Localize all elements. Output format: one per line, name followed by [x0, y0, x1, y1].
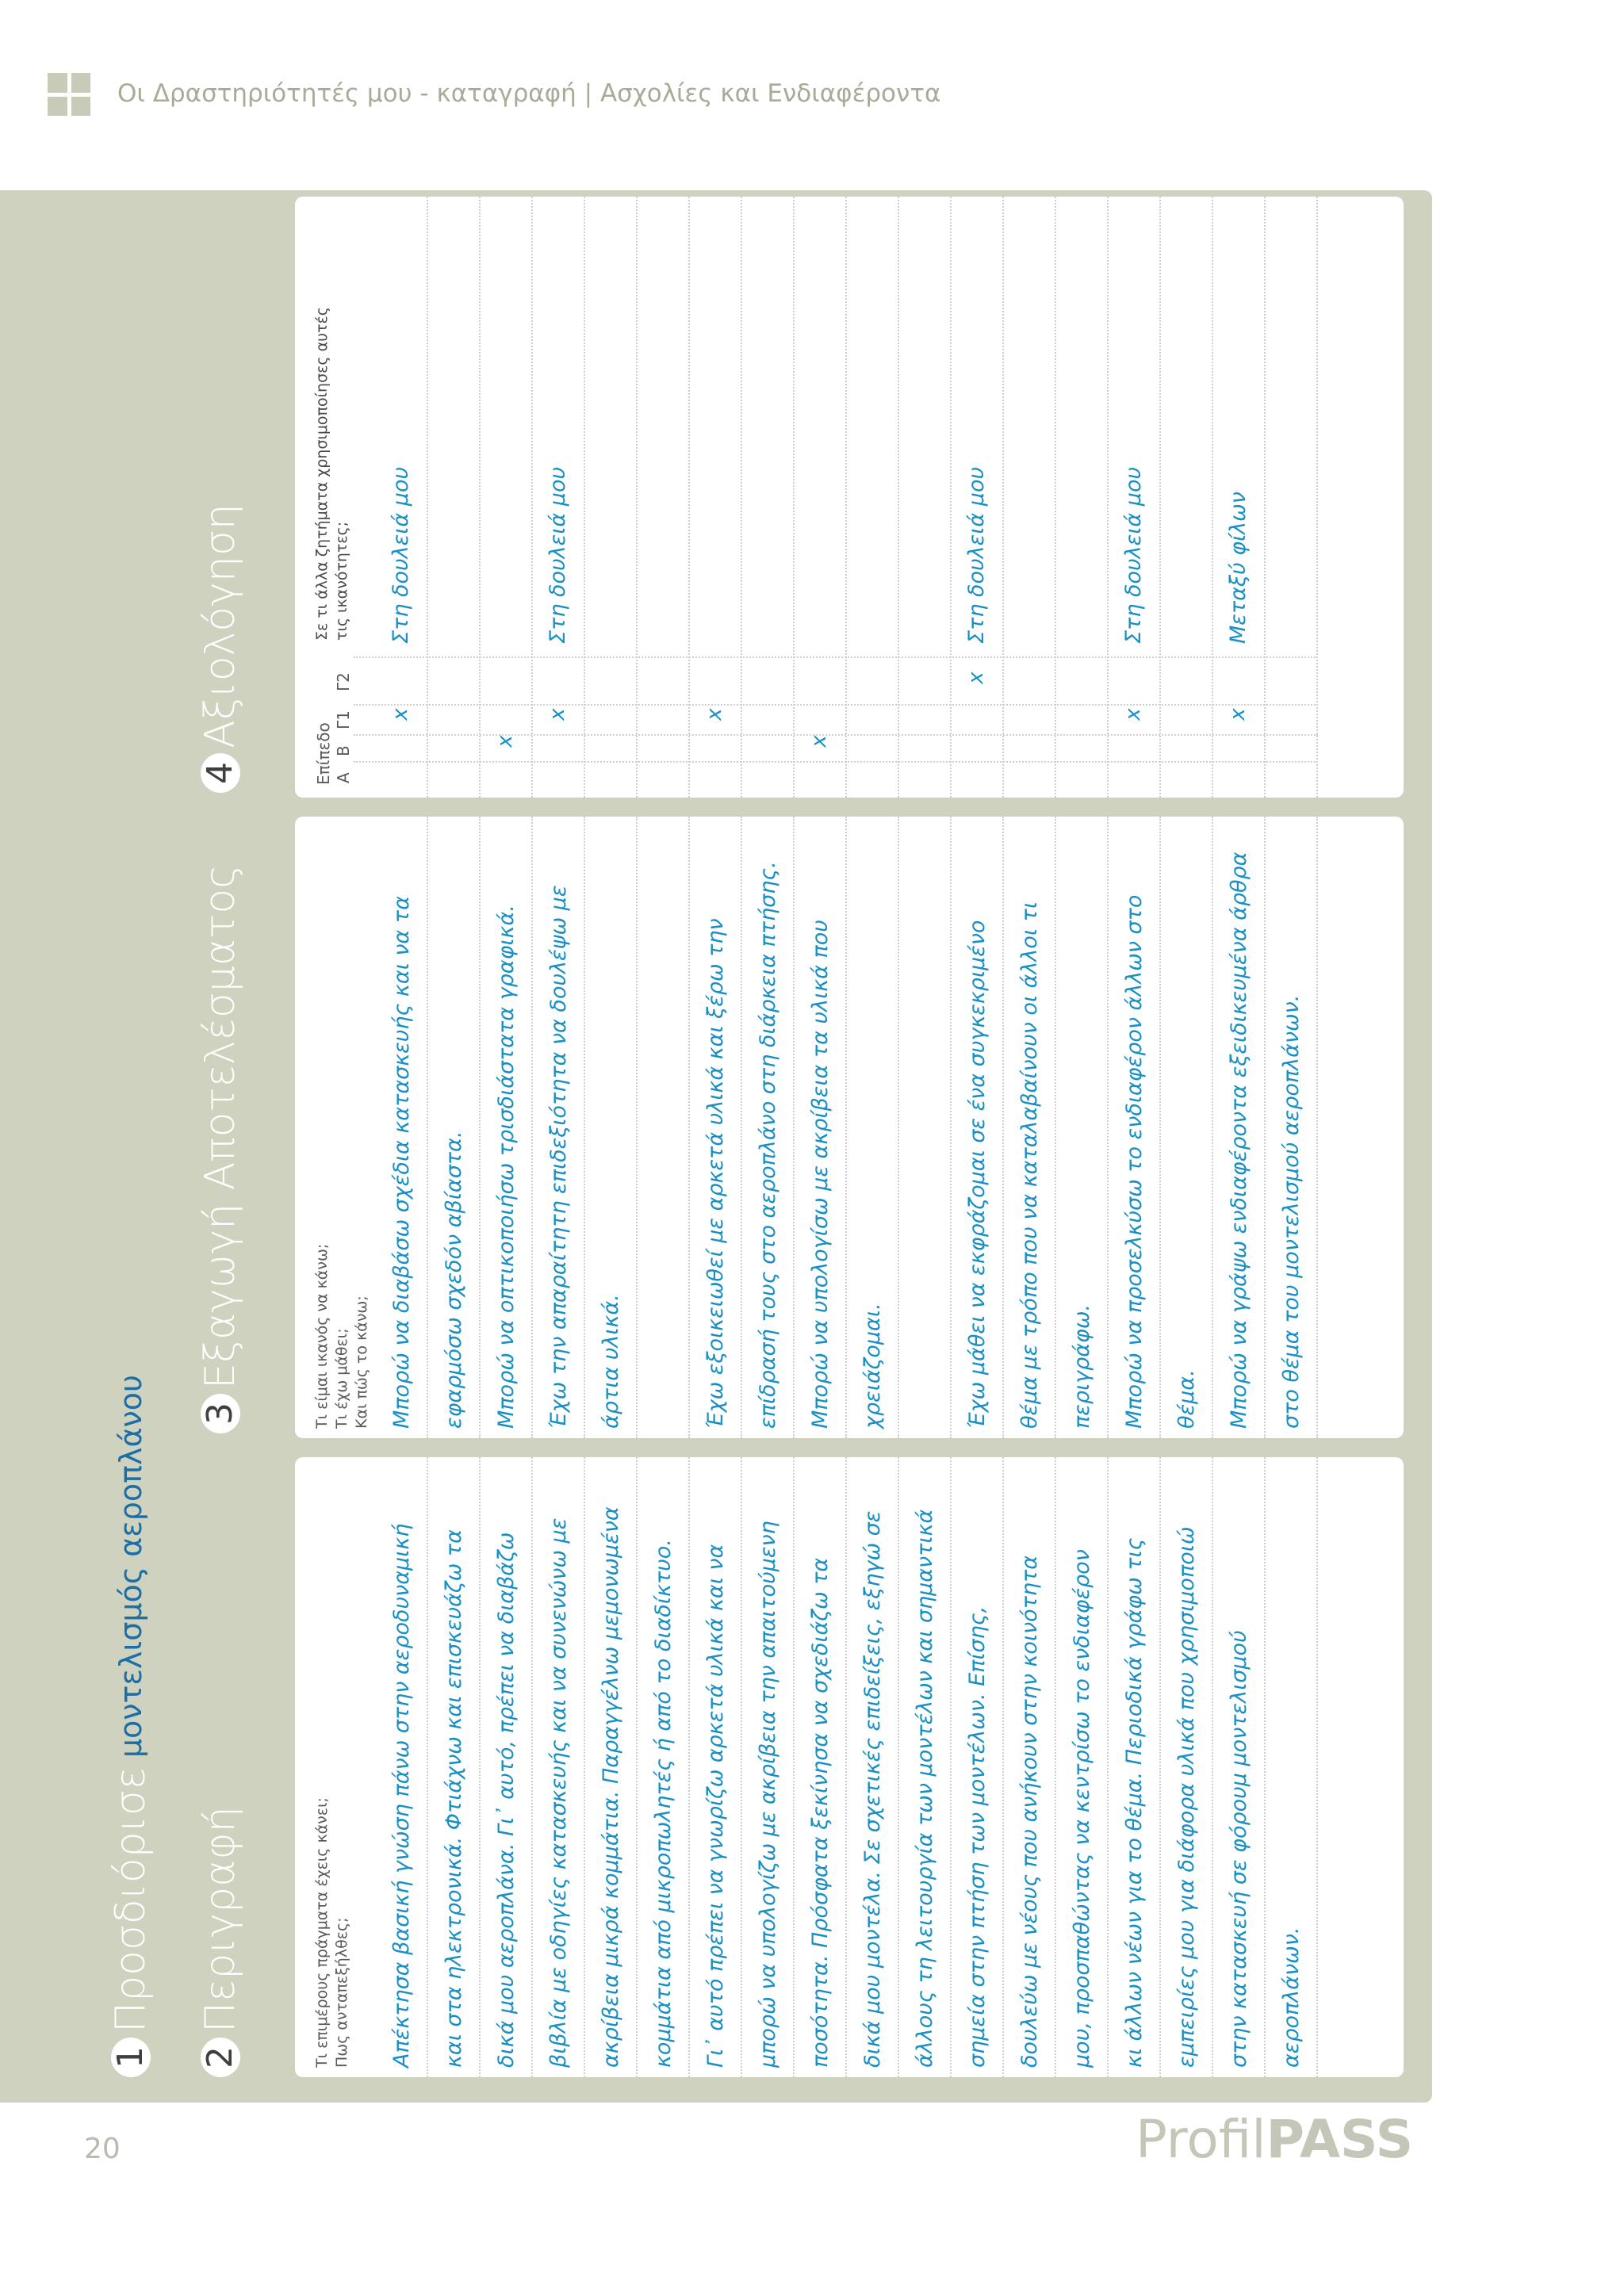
result-card [295, 817, 1404, 1438]
section1-title: Προσδιόρισε [107, 1767, 155, 2033]
section4-title: Αξιολόγηση [197, 503, 244, 748]
handwritten-line[interactable]: κομμάτια από μικροπωλητές ή από το διαδίκτυο. [638, 1457, 690, 2077]
handwritten-line[interactable]: Μπορώ να προσελκύσω το ενδιαφέρον άλλων στο [1109, 817, 1161, 1438]
use-field[interactable]: Στη δουλειά μου [1121, 466, 1146, 644]
handwritten-line[interactable]: Έχω εξοικειωθεί με αρκετά υλικά και ξέρω την [690, 817, 742, 1438]
level-col-a: Α [334, 772, 353, 783]
section4-number: 4 [201, 753, 240, 793]
use-field[interactable]: Στη δουλειά μου [389, 466, 413, 644]
handwritten-line[interactable]: Γι᾽ αυτό πρέπει να γνωρίζω αρκετά υλικά και να [690, 1457, 742, 2077]
evaluation-card [295, 197, 1404, 798]
handwritten-line[interactable] [638, 817, 690, 1438]
handwritten-line[interactable]: χρειάζομαι. [847, 817, 899, 1438]
result-prompt-2: Τι έχω μάθει; [333, 1328, 350, 1429]
use-prompt-2: τις ικανότητες; [333, 521, 350, 641]
handwritten-line[interactable]: Έχω μάθει να εκφράζομαι σε ένα συγκεκριμένο [952, 817, 1004, 1438]
header-title: Οι Δραστηριότητές μου - καταγραφή | Ασχολίες και Ενδιαφέροντα [117, 79, 941, 108]
handwritten-line[interactable]: εμπειρίες μου για διάφορα υλικά που χρησιμοποιώ [1161, 1457, 1213, 2077]
section4-heading [197, 503, 244, 793]
level-checkmark[interactable]: x [389, 708, 412, 721]
evaluation-row [1056, 197, 1109, 798]
section1-number: 1 [111, 2038, 151, 2077]
section1-heading [107, 1375, 155, 2077]
handwritten-line[interactable]: και στα ηλεκτρονικά. Φτιάχνω και επισκευάζω τα [428, 1457, 481, 2077]
level-checkmark[interactable]: x [546, 708, 569, 721]
use-field[interactable]: Στη δουλειά μου [964, 466, 989, 644]
section2-heading [197, 1806, 244, 2077]
handwritten-line[interactable]: ακρίβεια μικρά κομμάτια. Παραγγέλνω μεμονωμένα [585, 1457, 638, 2077]
section3-heading [197, 864, 244, 1433]
handwritten-line[interactable]: Απέκτησα βασική γνώση πάνω στην αεροδυναμική [376, 1457, 428, 2077]
level-checkmark[interactable]: x [703, 708, 726, 721]
evaluation-row [1004, 197, 1056, 798]
level-checkmark[interactable]: x [493, 735, 517, 748]
handwritten-line[interactable]: Μπορώ να υπολογίσω με ακρίβεια τα υλικά που [795, 817, 847, 1438]
handwritten-line[interactable]: στην κατασκευή σε φόρουμ μοντελισμού [1213, 1457, 1266, 2077]
level-col-c2: Γ2 [334, 672, 353, 691]
handwritten-line[interactable]: αεροπλάνων. [1266, 1457, 1318, 2077]
level-checkmark[interactable]: x [1121, 708, 1145, 721]
result-prompt-3: Και πώς το κάνω; [353, 1295, 370, 1429]
handwritten-line[interactable]: στο θέμα του μοντελισμού αεροπλάνων. [1266, 817, 1318, 1438]
handwritten-line[interactable]: περιγράφω. [1056, 817, 1109, 1438]
section2-number: 2 [201, 2038, 240, 2077]
description-prompt-1: Τι επιμέρους πράγματα έχεις κάνει; [313, 1797, 331, 2068]
handwritten-line[interactable]: σημεία στην πτήση των μοντέλων. Επίσης, [952, 1457, 1004, 2077]
handwritten-line[interactable]: άρτια υλικά. [585, 817, 638, 1438]
handwritten-line[interactable]: εφαρμόσω σχεδόν αβίαστα. [428, 817, 481, 1438]
handwritten-line[interactable]: Μπορώ να διαβάσω σχέδια κατασκευής και να τα [376, 817, 428, 1438]
evaluation-row [428, 197, 481, 798]
section3-title: Εξαγωγή Αποτελέσματος [197, 864, 244, 1389]
evaluation-row [899, 197, 952, 798]
handwritten-line[interactable] [899, 817, 952, 1438]
level-col-c1: Γ1 [334, 710, 353, 729]
level-checkmark[interactable]: x [964, 672, 988, 684]
page-number: 20 [84, 2133, 121, 2165]
description-prompt-2: Πως ανταπεξήλθες; [333, 1917, 350, 2068]
evaluation-row [481, 197, 533, 798]
logo-icon [48, 73, 90, 116]
handwritten-line[interactable]: μου, προσπαθώντας να κεντρίσω το ενδιαφέρον [1056, 1457, 1109, 2077]
result-prompt-1: Τι είμαι ικανός να κάνω; [313, 1243, 331, 1429]
handwritten-line[interactable]: Μπορώ να οπτικοποιήσω τρισδιάστατα γραφικά. [481, 817, 533, 1438]
use-prompt-1: Σε τι άλλα ζητήματα χρησιμοποίησες αυτές [313, 307, 331, 641]
handwritten-line[interactable]: θέμα. [1161, 817, 1213, 1438]
evaluation-row [742, 197, 795, 798]
handwritten-line[interactable]: δικά μου μοντέλα. Σε σχετικές επιδείξεις, εξηγώ σε [847, 1457, 899, 2077]
evaluation-row [638, 197, 690, 798]
use-field[interactable]: Στη δουλειά μου [546, 466, 570, 644]
evaluation-row [847, 197, 899, 798]
handwritten-line[interactable]: επίδρασή τους στο αεροπλάνο στη διάρκεια πτήσης. [742, 817, 795, 1438]
use-field[interactable]: Μεταξύ φίλων [1226, 492, 1251, 644]
level-col-b: Β [334, 745, 353, 756]
section1-subtitle: μοντελισμός αεροπλάνου [113, 1374, 148, 1758]
description-card [295, 1457, 1404, 2077]
handwritten-line[interactable]: ποσότητα. Πρόσφατα ξεκίνησα να σχεδιάζω τα [795, 1457, 847, 2077]
section3-number: 3 [201, 1394, 240, 1433]
brand-light: Profil [1136, 2109, 1266, 2170]
handwritten-line[interactable]: μπορώ να υπολογίζω με ακρίβεια την απαιτούμενη [742, 1457, 795, 2077]
brand-logo [1136, 2109, 1413, 2170]
handwritten-line[interactable]: Έχω την απαραίτητη επιδεξιότητα να δουλέψω με [533, 817, 585, 1438]
evaluation-row [1266, 197, 1318, 798]
handwritten-line[interactable]: δουλεύω με νέους που ανήκουν στην κοινότητα [1004, 1457, 1056, 2077]
section2-title: Περιγραφή [197, 1806, 244, 2033]
handwritten-line[interactable]: δικά μου αεροπλάνα. Γι᾽ αυτό, πρέπει να διαβάζω [481, 1457, 533, 2077]
handwritten-line[interactable]: θέμα με τρόπο που να καταλαβαίνουν οι άλλοι τι [1004, 817, 1056, 1438]
level-checkmark[interactable]: x [807, 735, 831, 748]
evaluation-row [585, 197, 638, 798]
rotated-form [95, 190, 1427, 2093]
level-checkmark[interactable]: x [1226, 708, 1250, 721]
handwritten-line[interactable]: Μπορώ να γράψω ενδιαφέροντα εξειδικευμένα άρθρα [1213, 817, 1266, 1438]
level-label: Επίπεδο [314, 722, 333, 785]
handwritten-line[interactable]: άλλους τη λειτουργία των μοντέλων και σημαντικά [899, 1457, 952, 2077]
handwritten-line[interactable]: κι άλλων νέων για το θέμα. Περιοδικά γράφω τις [1109, 1457, 1161, 2077]
brand-bold: PASS [1266, 2109, 1414, 2170]
evaluation-row [1161, 197, 1213, 798]
handwritten-line[interactable]: βιβλία με οδηγίες κατασκευής και να συνενώνω με [533, 1457, 585, 2077]
evaluation-row [795, 197, 847, 798]
